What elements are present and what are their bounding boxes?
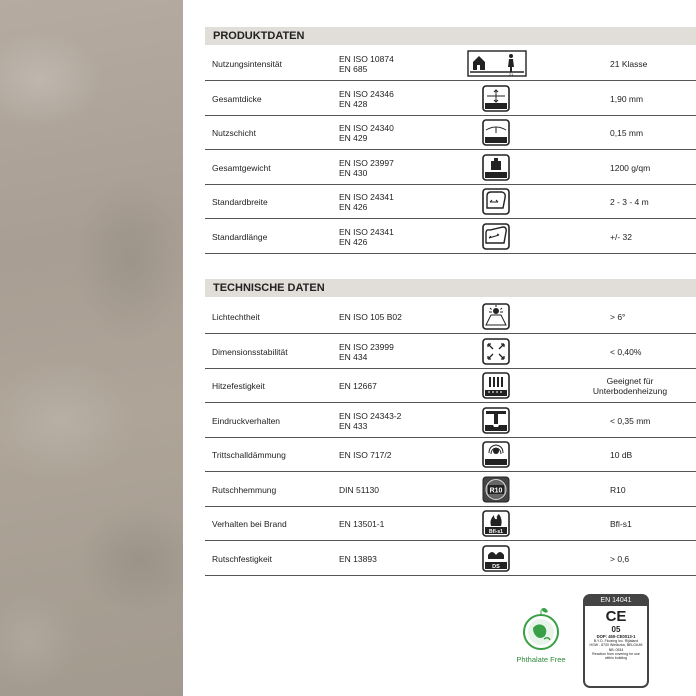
wear-layer-icon — [482, 119, 510, 146]
property-value — [610, 116, 696, 150]
underfloor-heating-icon — [482, 372, 510, 399]
norm-standard — [339, 116, 394, 150]
norm-line: EN 13501-1 — [339, 519, 385, 529]
value-line: Bfl-s1 — [610, 519, 632, 529]
value-line: Geeignet für — [606, 376, 654, 386]
table-row — [205, 185, 696, 219]
norm-line: EN 430 — [339, 167, 368, 178]
slip-ds-icon — [482, 545, 510, 572]
table-row — [205, 116, 696, 150]
norm-standard — [339, 473, 379, 507]
norm-standard — [339, 151, 394, 185]
property-value — [610, 542, 696, 576]
norm-standard — [339, 542, 377, 576]
property-label: Hitzefestigkeit — [212, 381, 265, 391]
ce-standard: EN 14041 — [585, 596, 647, 606]
norm-line: EN ISO 23997 — [339, 157, 394, 168]
norm-line: EN 12667 — [339, 381, 377, 391]
weight-icon — [482, 154, 510, 181]
norm-line: EN ISO 717/2 — [339, 450, 392, 460]
norm-line: EN 428 — [339, 98, 368, 109]
lightfastness-icon — [482, 303, 510, 330]
norm-standard — [339, 507, 384, 541]
value-line: R10 — [610, 484, 626, 495]
norm-line: EN ISO 24343-2 — [339, 410, 402, 421]
property-value — [610, 507, 696, 541]
norm-line: EN 434 — [339, 351, 368, 362]
ce-text: Reaction from covering for use — [592, 651, 640, 656]
property-label: Nutzungsintensität — [212, 59, 282, 69]
property-label: Eindruckverhalten — [212, 415, 281, 426]
value-line: > 6° — [610, 312, 626, 322]
property-value — [610, 404, 696, 438]
ce-year: 05 — [611, 625, 621, 634]
property-value — [610, 47, 696, 81]
section-header-technische-daten: TECHNISCHE DATEN — [205, 279, 696, 297]
table-row — [205, 300, 696, 334]
usage-class-icon — [467, 50, 527, 77]
indentation-icon — [482, 407, 510, 434]
property-label: Standardlänge — [212, 231, 268, 242]
ce-label-badge — [583, 594, 649, 688]
value-line: 1200 g/qm — [610, 162, 651, 173]
fire-behaviour-icon — [482, 510, 510, 537]
property-value — [610, 151, 696, 185]
norm-line: EN 429 — [339, 133, 368, 143]
table-row — [205, 507, 696, 541]
property-label: Trittschalldämmung — [212, 450, 286, 460]
table-row — [205, 542, 696, 576]
norm-standard — [339, 185, 394, 219]
usage-class-number: 21 — [508, 72, 514, 77]
norm-standard — [339, 47, 394, 81]
norm-line: EN ISO 23999 — [339, 341, 394, 352]
section-header-produktdaten: PRODUKTDATEN — [205, 27, 696, 45]
norm-standard — [339, 369, 377, 403]
value-line: < 0,35 mm — [610, 415, 651, 426]
property-value — [575, 369, 685, 403]
property-label: Rutschhemmung — [212, 484, 277, 495]
property-value — [610, 185, 696, 219]
norm-line: EN 13893 — [339, 553, 377, 564]
norm-line: EN ISO 10874 — [339, 54, 394, 64]
property-label: Gesamtdicke — [212, 93, 262, 104]
table-row — [205, 335, 696, 369]
value-line: > 0,6 — [610, 553, 630, 564]
table-row — [205, 220, 696, 254]
property-label: Verhalten bei Brand — [212, 519, 287, 529]
slip-ds-label: DS — [492, 563, 500, 570]
value-line: 2 - 3 - 4 m — [610, 197, 649, 207]
property-value — [610, 438, 696, 472]
value-line: +/- 32 — [610, 231, 632, 242]
ce-dop: DOP: 450-CE0013-1 — [596, 634, 636, 639]
property-label: Standardbreite — [212, 197, 268, 207]
norm-line: EN 433 — [339, 420, 368, 431]
norm-line: EN 426 — [339, 236, 368, 247]
norm-line: EN ISO 105 B02 — [339, 312, 402, 322]
slip-r10-label: R10 — [489, 487, 503, 494]
property-value — [610, 335, 696, 369]
roll-length-icon — [482, 223, 510, 250]
value-line: 0,15 mm — [610, 128, 644, 138]
table-row — [205, 151, 696, 185]
ce-text: NB: 0534 — [608, 647, 624, 652]
ce-text: B.Y.O. Flooring Inc. Rijlaland — [593, 639, 639, 643]
property-label: Rutschfestigkeit — [212, 553, 272, 564]
value-line: 1,90 mm — [610, 93, 644, 104]
norm-standard — [339, 438, 391, 472]
property-label: Dimensionsstabilität — [212, 346, 288, 357]
ce-text: HGW - 8700 Wieliczka, BELGIUM — [589, 643, 643, 648]
table-row — [205, 404, 696, 438]
property-value — [610, 473, 696, 507]
norm-standard — [339, 300, 402, 334]
property-label: Gesamtgewicht — [212, 162, 271, 173]
norm-line: EN 426 — [339, 202, 368, 212]
fire-class-label: Bfl-s1 — [489, 529, 503, 535]
total-thickness-icon — [482, 85, 510, 112]
norm-line: DIN 51130 — [339, 484, 380, 495]
property-label: Lichtechtheit — [212, 312, 260, 322]
impact-sound-icon — [482, 441, 510, 468]
value-line: Unterbodenheizung — [592, 386, 668, 396]
floor-texture-swatch — [0, 0, 183, 696]
dimensional-stability-icon — [482, 338, 510, 365]
table-row — [205, 369, 696, 403]
phthalate-free-label: Phthalate Free — [516, 655, 566, 664]
norm-line: EN ISO 24346 — [339, 88, 394, 99]
ce-text: within building — [605, 656, 627, 661]
norm-standard — [339, 335, 394, 369]
norm-line: EN ISO 24341 — [339, 226, 394, 237]
ce-mark: CE — [605, 608, 627, 625]
roll-width-icon — [482, 188, 510, 215]
norm-line: EN ISO 24341 — [339, 192, 394, 202]
value-line: 21 Klasse — [610, 59, 648, 69]
table-row — [205, 438, 696, 472]
slip-resistance-r10-icon — [482, 476, 510, 503]
norm-standard — [339, 220, 394, 254]
table-row — [205, 473, 696, 507]
norm-line: EN ISO 24340 — [339, 123, 394, 133]
property-value — [610, 82, 696, 116]
norm-standard — [339, 82, 394, 116]
norm-standard — [339, 404, 401, 438]
property-value — [610, 220, 696, 254]
table-row — [205, 47, 696, 81]
value-line: 10 dB — [610, 450, 633, 460]
property-value — [610, 300, 696, 334]
property-label: Nutzschicht — [212, 128, 256, 138]
table-row — [205, 82, 696, 116]
norm-line: EN 685 — [339, 64, 368, 74]
value-line: < 0,40% — [610, 346, 642, 357]
